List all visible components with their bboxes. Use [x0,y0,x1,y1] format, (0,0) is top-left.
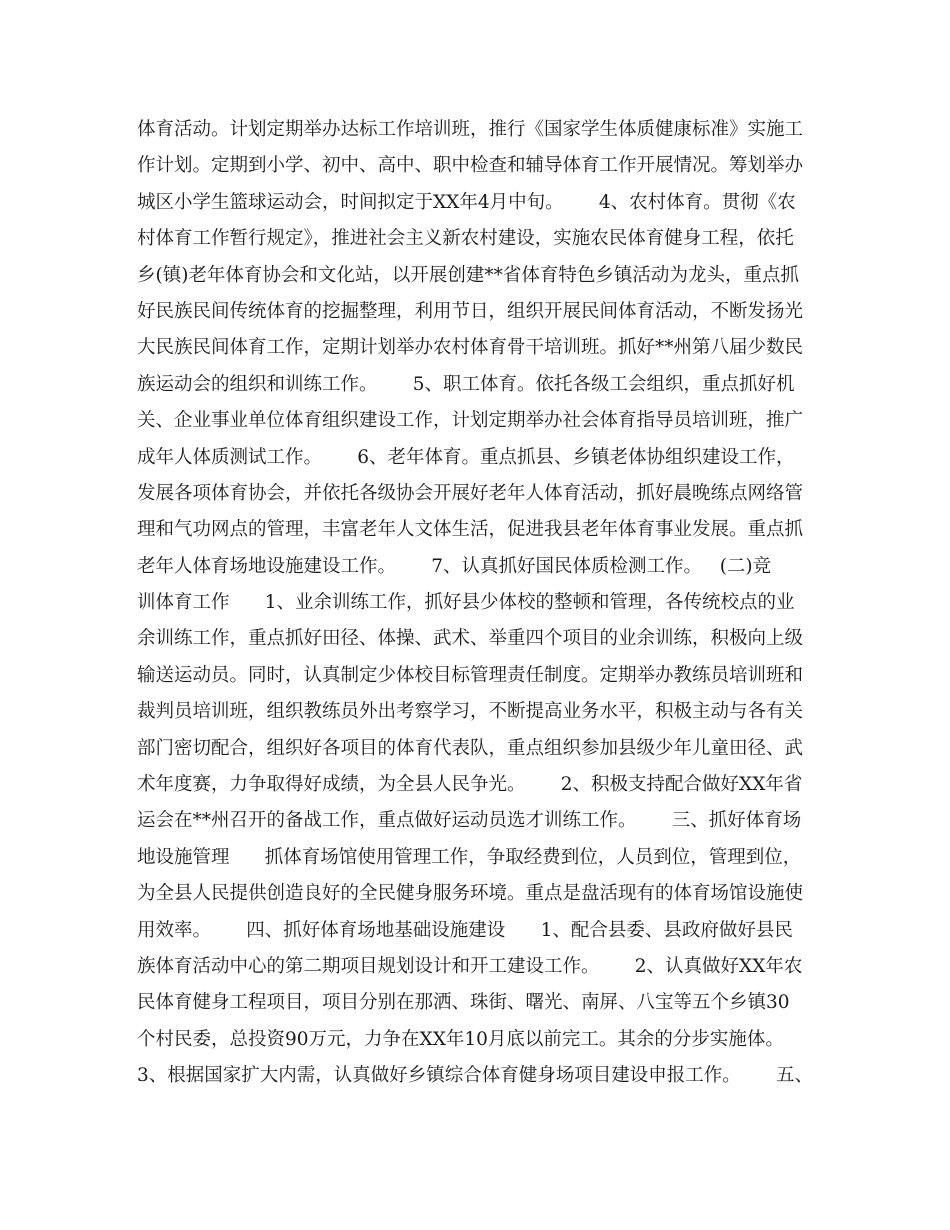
text-line: 训体育工作 1、业余训练工作，抓好县少体校的整顿和管理，各传统校点的业 [137,592,795,614]
text-line: 输送运动员。同时，认真制定少体校目标管理责任制度。定期举办教练员培训班和 [137,664,804,686]
text-line: 村体育工作暂行规定》，推进社会主义新农村建设，实施农民体育健身工程，依托 [137,228,794,250]
text-line: 老年人体育场地设施建设工作。 7、认真抓好国民体质检测工作。 (二)竞 [137,555,772,577]
text-line: 好民族民间传统体育的挖掘整理，利用节日，组织开展民间体育活动，不断发扬光 [137,300,804,322]
text-line: 乡(镇)老年体育协会和文化站，以开展创建**省体育特色乡镇活动为龙头，重点抓 [137,264,799,286]
text-line: 余训练工作，重点抓好田径、体操、武术、举重四个项目的业余训练，积极向上级 [137,628,804,650]
text-line: 为全县人民提供创造良好的全民健身服务环境。重点是盘活现有的体育场馆设施使 [137,883,804,905]
text-line: 个村民委，总投资90万元，力争在XX年10月底以前完工。其余的分步实施体。 [137,1028,784,1050]
body-text [137,112,827,1095]
text-line: 作计划。定期到小学、初中、高中、职中检查和辅导体育工作开展情况。筹划举办 [137,155,804,177]
text-line: 部门密切配合，组织好各项目的体育代表队，重点组织参加县级少年儿童田径、武 [137,737,804,759]
text-line: 城区小学生篮球运动会，时间拟定于XX年4月中旬。 4、农村体育。贯彻《农 [137,191,796,213]
text-line: 裁判员培训班，组织教练员外出考察学习，不断提高业务水平，积极主动与各有关 [137,701,804,723]
text-line: 体育活动。计划定期举办达标工作培训班，推行《国家学生体质健康标准》实施工 [137,119,804,140]
text-line: 成年人体质测试工作。 6、老年体育。重点抓县、乡镇老体协组织建设工作， [137,446,795,468]
text-line: 大民族民间体育工作，定期计划举办农村体育骨干培训班。抓好**州第八届少数民 [137,337,804,359]
text-line: 关、企业事业单位体育组织建设工作，计划定期举办社会体育指导员培训班，推广 [137,410,804,432]
text-line: 运会在**州召开的备战工作，重点做好运动员选才训练工作。 三、抓好体育场 [137,810,802,832]
text-line: 理和气功网点的管理，丰富老年人文体生活，促进我县老年体育事业发展。重点抓 [137,519,804,541]
text-line: 术年度赛，力争取得好成绩，为全县人民争光。 2、积极支持配合做好XX年省 [137,774,803,796]
text-line: 用效率。 四、抓好体育场地基础设施建设 1、配合县委、县政府做好县民 [137,919,793,941]
text-line: 族运动会的组织和训练工作。 5、职工体育。依托各级工会组织，重点抓好机 [137,373,795,395]
text-line: 地设施管理 抓体育场馆使用管理工作，争取经费到位，人员到位，管理到位， [137,846,802,868]
text-line: 族体育活动中心的第二期项目规划设计和开工建设工作。 2、认真做好XX年农 [137,955,803,977]
text-line: 发展各项体育协会，并依托各级协会开展好老年人体育活动，抓好晨晚练点网络管 [137,482,804,504]
text-line: 3、根据国家扩大内需，认真做好乡镇综合体育健身场项目建设申报工作。 五、 [137,1065,814,1087]
text-line: 民体育健身工程项目，项目分别在那洒、珠街、曙光、南屏、八宝等五个乡镇30 [137,992,790,1014]
